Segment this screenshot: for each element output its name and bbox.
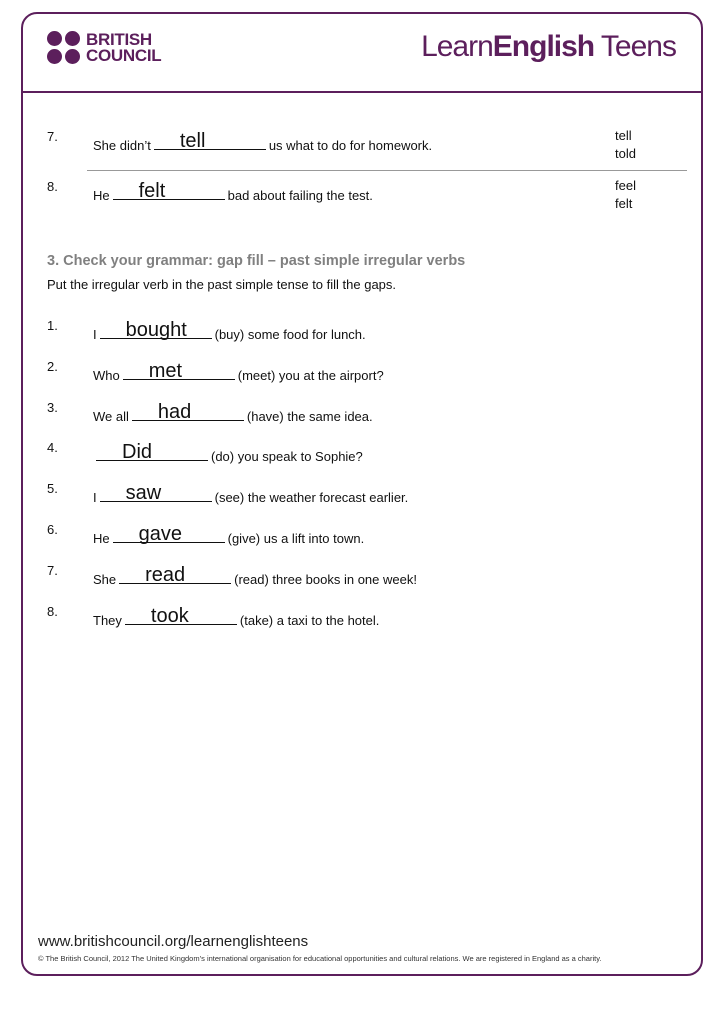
text-after: (read) three books in one week! <box>234 571 417 587</box>
text-after: (take) a taxi to the hotel. <box>239 612 380 628</box>
item-number: 6. <box>47 522 58 537</box>
answer-blank[interactable] <box>119 563 231 586</box>
text-before: We all <box>93 408 129 424</box>
section-instruction: Put the irregular verb in the past simple tense to fill the gaps. <box>47 277 397 292</box>
word-options <box>615 177 636 213</box>
british-council-logo <box>47 31 161 64</box>
learnenglish-teens-logo: LearnEnglish Teens <box>421 30 676 63</box>
header-divider <box>21 91 703 93</box>
answer-text: bought <box>125 319 187 341</box>
item-number: 4. <box>47 440 58 456</box>
footer-copyright: © The British Council, 2012 The United Kingdom’s international organisation for educational opportunities and cultural relations. We are registered in England as a charity. <box>38 954 602 963</box>
text-before: He <box>93 188 110 203</box>
text-before: She didn’t <box>93 138 151 153</box>
text-after: (buy) some food for lunch. <box>214 327 366 342</box>
answer-text: tell <box>179 130 206 152</box>
answer-text: had <box>157 400 192 423</box>
item-number: 8. <box>47 603 58 619</box>
word-options <box>615 127 636 163</box>
answer-blank[interactable] <box>125 604 237 627</box>
item-number: 3. <box>47 399 58 415</box>
answer-blank[interactable] <box>100 319 212 341</box>
answer-text: met <box>148 359 183 382</box>
answer-blank[interactable] <box>123 359 235 382</box>
answer-blank[interactable] <box>113 523 225 545</box>
text-after: us what to do for homework. <box>268 138 433 153</box>
word-option: feel <box>615 178 636 193</box>
answer-text: gave <box>138 523 182 545</box>
answer-blank[interactable] <box>96 441 208 464</box>
answer-blank[interactable] <box>100 482 212 505</box>
row-separator <box>87 170 687 171</box>
answer-text: saw <box>125 482 162 505</box>
logo-line1: BRITISH <box>86 29 152 49</box>
item-number: 2. <box>47 358 58 374</box>
item-number: 8. <box>47 179 58 194</box>
footer-url[interactable]: www.britishcouncil.org/learnenglishteens <box>38 933 309 950</box>
text-after: (give) us a lift into town. <box>227 531 365 546</box>
text-before: He <box>93 531 110 546</box>
item-number: 7. <box>47 129 58 144</box>
answer-text: felt <box>138 180 166 202</box>
answer-blank[interactable] <box>113 180 225 202</box>
item-number: 1. <box>47 318 58 333</box>
logo-dots-icon <box>47 31 80 64</box>
text-after: (see) the weather forecast earlier. <box>214 490 409 506</box>
word-option: told <box>615 146 636 161</box>
answer-blank[interactable] <box>132 400 244 423</box>
text-after: (do) you speak to Sophie? <box>211 449 363 465</box>
text-before: Who <box>93 367 120 383</box>
answer-text: read <box>145 563 186 586</box>
answer-blank[interactable] <box>154 130 266 152</box>
text-before: I <box>93 490 97 506</box>
answer-text: Did <box>122 441 153 464</box>
text-after: bad about failing the test. <box>227 188 373 203</box>
text-before: They <box>93 612 122 628</box>
text-after: (have) the same idea. <box>246 408 373 424</box>
item-number: 5. <box>47 481 58 497</box>
word-option: tell <box>615 128 632 143</box>
item-number: 7. <box>47 562 58 578</box>
text-before: I <box>93 327 97 342</box>
text-after: (meet) you at the airport? <box>237 367 384 383</box>
logo-line2: COUNCIL <box>86 45 162 65</box>
word-option: felt <box>615 196 633 211</box>
text-before: She <box>93 571 117 587</box>
answer-text: took <box>150 604 189 627</box>
section-heading: 3. Check your grammar: gap fill – past simple irregular verbs <box>47 253 466 269</box>
